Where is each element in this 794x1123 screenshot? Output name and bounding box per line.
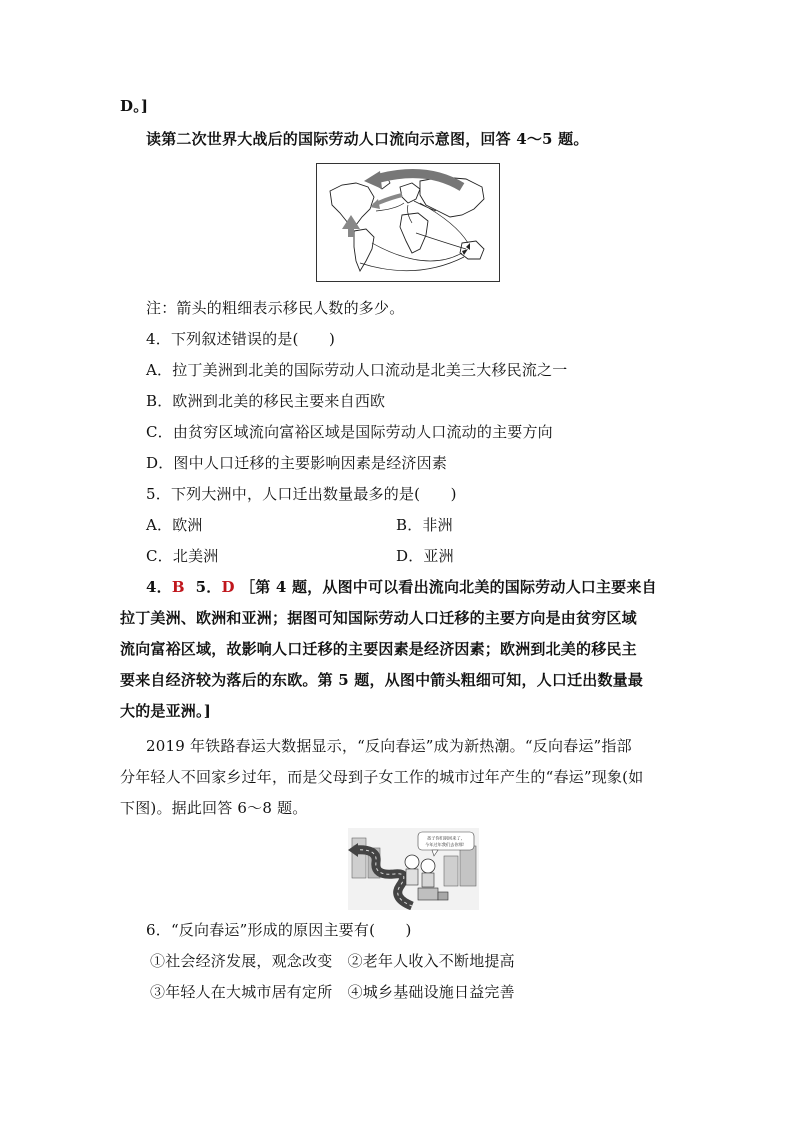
luggage	[418, 888, 438, 900]
answer-4-value: B	[171, 578, 185, 596]
answer-line-1	[146, 577, 657, 597]
bubble-text-2: 今年过年我们去你那！	[425, 842, 467, 847]
q5-option-c: C．北美洲	[146, 547, 219, 565]
answer-line-5: 大的是亚洲。]	[120, 702, 211, 720]
q4-option-d: D．图中人口迁移的主要影响因素是经济因素	[146, 454, 448, 472]
prev-answer-tail: D。]	[120, 97, 149, 115]
answer-4-label: 4．	[146, 578, 172, 596]
q5-option-d: D．亚洲	[396, 547, 454, 565]
q68-intro-line-1: 2019 年铁路春运大数据显示，“反向春运”成为新热潮。“反向春运”指部	[146, 737, 632, 755]
reverse-spring-festival-cartoon	[348, 828, 479, 910]
bubble-text-1: 孩子你们别回来了，	[427, 835, 465, 841]
q6-choices-line-1: ①社会经济发展，观念改变 ②老年人收入不断地提高	[150, 952, 515, 970]
q45-intro: 读第二次世界大战后的国际劳动人口流向示意图，回答 4～5 题。	[146, 130, 589, 148]
q5-stem: 5．下列大洲中，人口迁出数量最多的是( )	[146, 485, 457, 503]
grandmother-head	[421, 859, 435, 873]
answer-text-0: ［第 4 题，从图中可以看出流向北美的国际劳动人口主要来自	[240, 578, 657, 596]
answer-line-2: 拉丁美洲、欧洲和亚洲；据图可知国际劳动人口迁移的主要方向是由贫穷区域	[120, 609, 637, 627]
cartoon-drawing	[348, 828, 479, 910]
q5-option-a: A．欧洲	[146, 516, 203, 534]
q4-stem: 4．下列叙述错误的是( )	[146, 330, 336, 348]
q4-option-a: A．拉丁美洲到北美的国际劳动人口流动是北美三大移民流之一	[146, 361, 568, 379]
q4-option-b: B．欧洲到北美的移民主要来自西欧	[146, 392, 386, 410]
q68-intro-line-2: 分年轻人不回家乡过年，而是父母到子女工作的城市过年产生的“春运”现象(如	[120, 768, 644, 786]
answer-line-4: 要来自经济较为落后的东欧。第 5 题，从图中箭头粗细可知，人口迁出数量最	[120, 671, 644, 689]
q5-option-b: B．非洲	[396, 516, 453, 534]
answer-5-value: D	[221, 578, 235, 596]
q4-option-c: C．由贫穷区域流向富裕区域是国际劳动人口流动的主要方向	[146, 423, 553, 441]
map-note: 注：箭头的粗细表示移民人数的多少。	[146, 299, 405, 317]
migration-map	[316, 163, 500, 282]
grandfather-head	[405, 855, 419, 869]
q6-stem: 6．“反向春运”形成的原因主要有( )	[146, 921, 412, 939]
q68-intro-line-3: 下图)。据此回答 6～8 题。	[120, 799, 308, 817]
migration-map-figure	[316, 163, 500, 282]
answer-5-label: 5．	[195, 578, 222, 596]
answer-line-3: 流向富裕区域，故影响人口迁移的主要因素是经济因素；欧洲到北美的移民主	[120, 640, 637, 658]
q6-choices-line-2: ③年轻人在大城市居有定所 ④城乡基础设施日益完善	[150, 983, 515, 1001]
